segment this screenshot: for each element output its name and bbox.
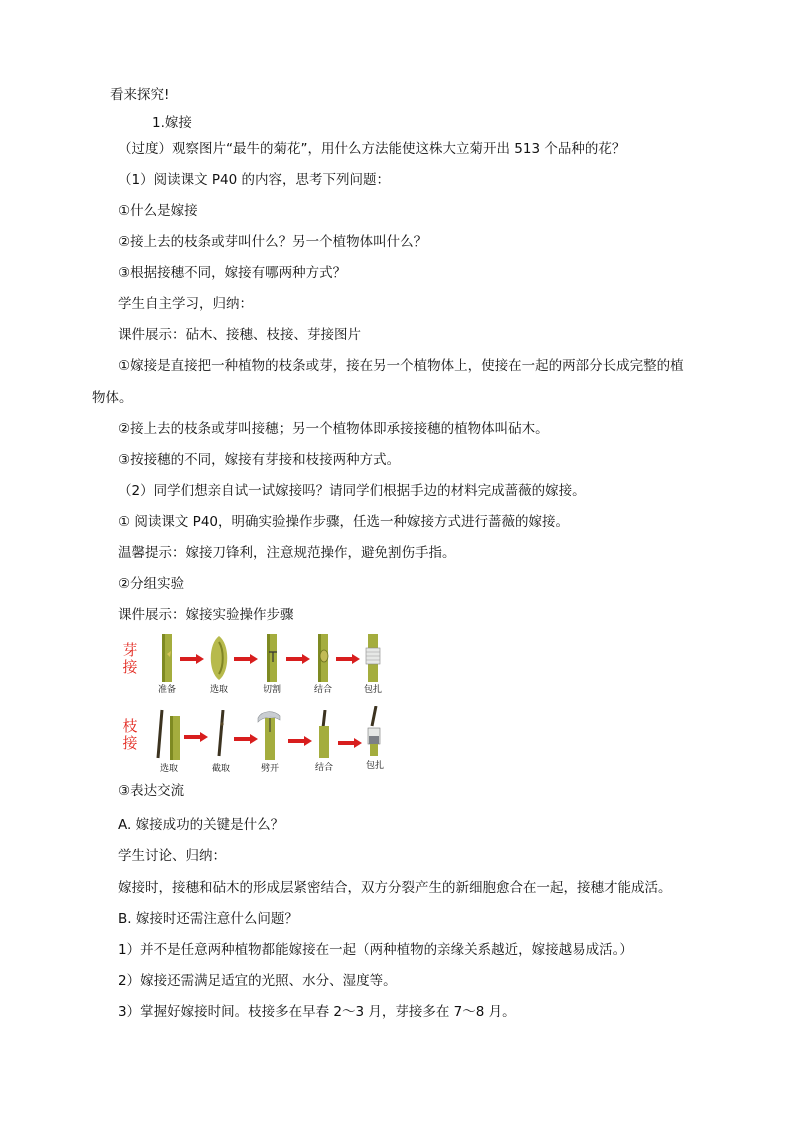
paragraph-line: （2）同学们想亲自试一试嫁接吗？请同学们根据手边的材料完成蔷薇的嫁接。	[118, 483, 586, 499]
paragraph-line: ①什么是嫁接	[118, 203, 198, 219]
arrow-right-icon	[336, 654, 360, 664]
branch-step-select-image	[152, 708, 182, 760]
arrow-right-icon	[338, 738, 362, 748]
branch-step-caption: 劈开	[260, 764, 279, 774]
bud-step-caption: 结合	[313, 685, 332, 695]
branch-step-cut-image	[214, 710, 228, 758]
arrow-right-icon	[180, 654, 204, 664]
paragraph-line: （过度）观察图片“最牛的菊花”，用什么方法能使这株大立菊开出 513 个品种的花？	[118, 141, 626, 157]
bud-step-caption: 切割	[262, 685, 281, 695]
branch-step-caption: 截取	[211, 764, 230, 774]
section-heading: 看来探究!	[110, 87, 170, 103]
branch-graft-label-1: 枝	[122, 717, 138, 735]
paragraph-line: 2）嫁接还需满足适宜的光照、水分、湿度等。	[118, 973, 397, 989]
paragraph-line: 3）掌握好嫁接时间。枝接多在早春 2～3 月，芽接多在 7～8 月。	[118, 1004, 516, 1020]
branch-graft-label-2: 接	[122, 734, 138, 752]
paragraph-line: B. 嫁接时还需注意什么问题？	[118, 911, 298, 927]
paragraph-line: 物体。	[92, 390, 133, 406]
branch-step-caption: 选取	[159, 764, 178, 774]
branch-step-split-image	[256, 708, 284, 760]
paragraph-line: ①嫁接是直接把一种植物的枝条或芽，接在另一个植物体上，使接在一起的两部分长成完整的植	[118, 358, 684, 374]
paragraph-line: 课件展示：砧木、接穗、枝接、芽接图片	[118, 327, 361, 343]
paragraph-line: ②分组实验	[118, 576, 185, 592]
arrow-right-icon	[184, 732, 208, 742]
paragraph-line: ②接上去的枝条或芽叫什么？另一个植物体叫什么？	[118, 234, 428, 250]
paragraph-line: 学生讨论、归纳：	[118, 848, 226, 864]
paragraph-line: ③表达交流	[118, 783, 185, 799]
paragraph-line: ②接上去的枝条或芽叫接穗；另一个植物体即承接接穗的植物体叫砧木。	[118, 421, 549, 437]
branch-step-join-image	[314, 710, 334, 758]
arrow-right-icon	[234, 734, 258, 744]
arrow-right-icon	[286, 654, 310, 664]
bud-step-caption: 选取	[209, 685, 228, 695]
paragraph-line: ③按接穗的不同，嫁接有芽接和枝接两种方式。	[118, 452, 401, 468]
bud-step-join-image	[312, 634, 334, 682]
bud-graft-label-1: 芽	[122, 641, 138, 659]
paragraph-line: ① 阅读课文 P40，明确实验操作步骤，任选一种嫁接方式进行蔷薇的嫁接。	[118, 514, 570, 530]
bud-step-caption: 包扎	[363, 685, 382, 695]
bud-step-select-image	[206, 636, 232, 680]
paragraph-line: 温馨提示：嫁接刀锋利，注意规范操作，避免割伤手指。	[118, 545, 456, 561]
arrow-right-icon	[234, 654, 258, 664]
paragraph-line: ③根据接穗不同，嫁接有哪两种方式？	[118, 265, 347, 281]
bud-step-cut-image	[261, 634, 283, 682]
bud-step-prepare-image	[156, 634, 178, 682]
paragraph-line: 学生自主学习，归纳：	[118, 296, 253, 312]
branch-step-caption: 包扎	[365, 761, 384, 771]
bud-graft-label-2: 接	[122, 658, 138, 676]
paragraph-line: 课件展示：嫁接实验操作步骤	[118, 607, 294, 623]
bud-step-caption: 准备	[157, 685, 176, 695]
branch-step-caption: 结合	[314, 763, 333, 773]
paragraph-line: A. 嫁接成功的关键是什么？	[118, 817, 285, 833]
arrow-right-icon	[288, 736, 312, 746]
branch-step-wrap-image	[364, 706, 384, 756]
bud-grafting-diagram	[118, 630, 388, 700]
paragraph-line: 嫁接时，接穗和砧木的形成层紧密结合，双方分裂产生的新细胞愈合在一起，接穗才能成活。	[118, 880, 672, 896]
subheading: 1.嫁接	[152, 115, 192, 131]
paragraph-line: （1）阅读课文 P40 的内容，思考下列问题：	[118, 172, 390, 188]
bud-step-wrap-image	[362, 634, 384, 682]
branch-grafting-diagram	[118, 706, 388, 776]
paragraph-line: 1）并不是任意两种植物都能嫁接在一起（两种植物的亲缘关系越近，嫁接越易成活。）	[118, 942, 633, 958]
